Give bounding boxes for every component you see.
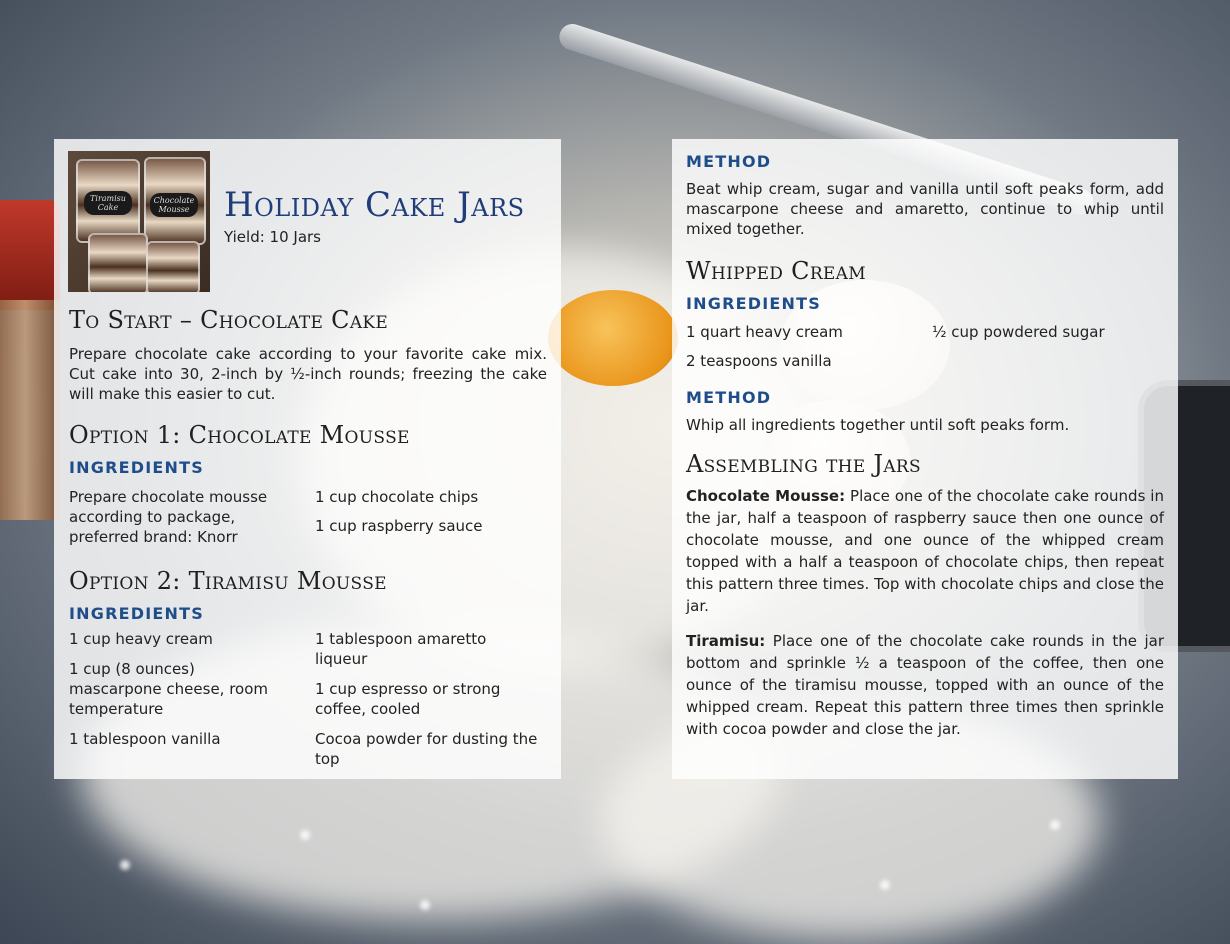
chocolate-mousse-text: Place one of the chocolate cake rounds in the jar, half a teaspoon of raspberry sauce then one ounce of chocolate mousse, and one ounce of the whipped cream topped with a half a teaspoon of chocolate chips, then repeat this pattern three times. Top with chocolate chips and close the jar. [686, 487, 1164, 615]
yield-text: Yield: 10 Jars [224, 228, 321, 246]
option2-ingredient: 1 tablespoon amaretto liqueur [315, 630, 487, 668]
whipped-cream-heading: Whipped Cream [686, 257, 866, 285]
left-recipe-card [54, 139, 561, 779]
whipped-method-label: METHOD [686, 388, 772, 407]
option2-ingredient: 1 tablespoon vanilla [69, 730, 221, 748]
jar-label-tiramisu: Tiramisu Cake [84, 191, 132, 215]
tiramisu-label: Tiramisu: [686, 632, 766, 650]
page-title: Holiday Cake Jars [224, 185, 525, 225]
cake-jars-photo [68, 151, 210, 292]
start-heading: To Start – Chocolate Cake [69, 306, 389, 334]
option1-heading: Option 1: Chocolate Mousse [69, 421, 410, 449]
option2-heading: Option 2: Tiramisu Mousse [69, 567, 387, 595]
jar-label-chocolate: Chocolate Mousse [150, 193, 198, 217]
option1-ingredient: Prepare chocolate mousse according to package, preferred brand: Knorr [69, 488, 268, 546]
whipped-ingredients-label: INGREDIENTS [686, 294, 821, 313]
option1-ingredients-label: INGREDIENTS [69, 458, 204, 477]
start-text: Prepare chocolate cake according to your favorite cake mix. Cut cake into 30, 2-inch by ½-inch rounds; freezing the cake will make this easier to cut. [69, 345, 547, 403]
option2-ingredient: Cocoa powder for dusting the top [315, 730, 538, 768]
option2-ingredients-label: INGREDIENTS [69, 604, 204, 623]
assembling-heading: Assembling the Jars [686, 450, 921, 478]
assembling-tiramisu-paragraph [686, 630, 1164, 740]
option2-ingredient: 1 cup espresso or strong coffee, cooled [315, 680, 501, 718]
method-label: METHOD [686, 152, 772, 171]
whipped-ingredient: 2 teaspoons vanilla [686, 352, 832, 370]
whipped-ingredient: 1 quart heavy cream [686, 323, 843, 341]
chocolate-mousse-label: Chocolate Mousse: [686, 487, 846, 505]
option1-ingredient: 1 cup raspberry sauce [315, 517, 483, 535]
assembling-chocolate-paragraph [686, 485, 1164, 617]
method-text: Beat whip cream, sugar and vanilla until soft peaks form, add mascarpone cheese and amaretto, continue to whip until mixed together. [686, 180, 1164, 238]
option2-ingredient: 1 cup (8 ounces) mascarpone cheese, room temperature [69, 660, 269, 718]
whipped-method-text: Whip all ingredients together until soft peaks form. [686, 416, 1070, 434]
option1-ingredient: 1 cup chocolate chips [315, 488, 479, 506]
whipped-ingredient: ½ cup powdered sugar [932, 323, 1105, 341]
right-recipe-card [672, 139, 1178, 779]
tiramisu-text: Place one of the chocolate cake rounds in the jar bottom and sprinkle ½ a teaspoon of the coffee, then one ounce of the tiramisu mousse, topped with an ounce of the whipped cream. Repeat this pattern three times then sprinkle with cocoa powder and close the jar. [686, 632, 1164, 738]
option2-ingredient: 1 cup heavy cream [69, 630, 213, 648]
